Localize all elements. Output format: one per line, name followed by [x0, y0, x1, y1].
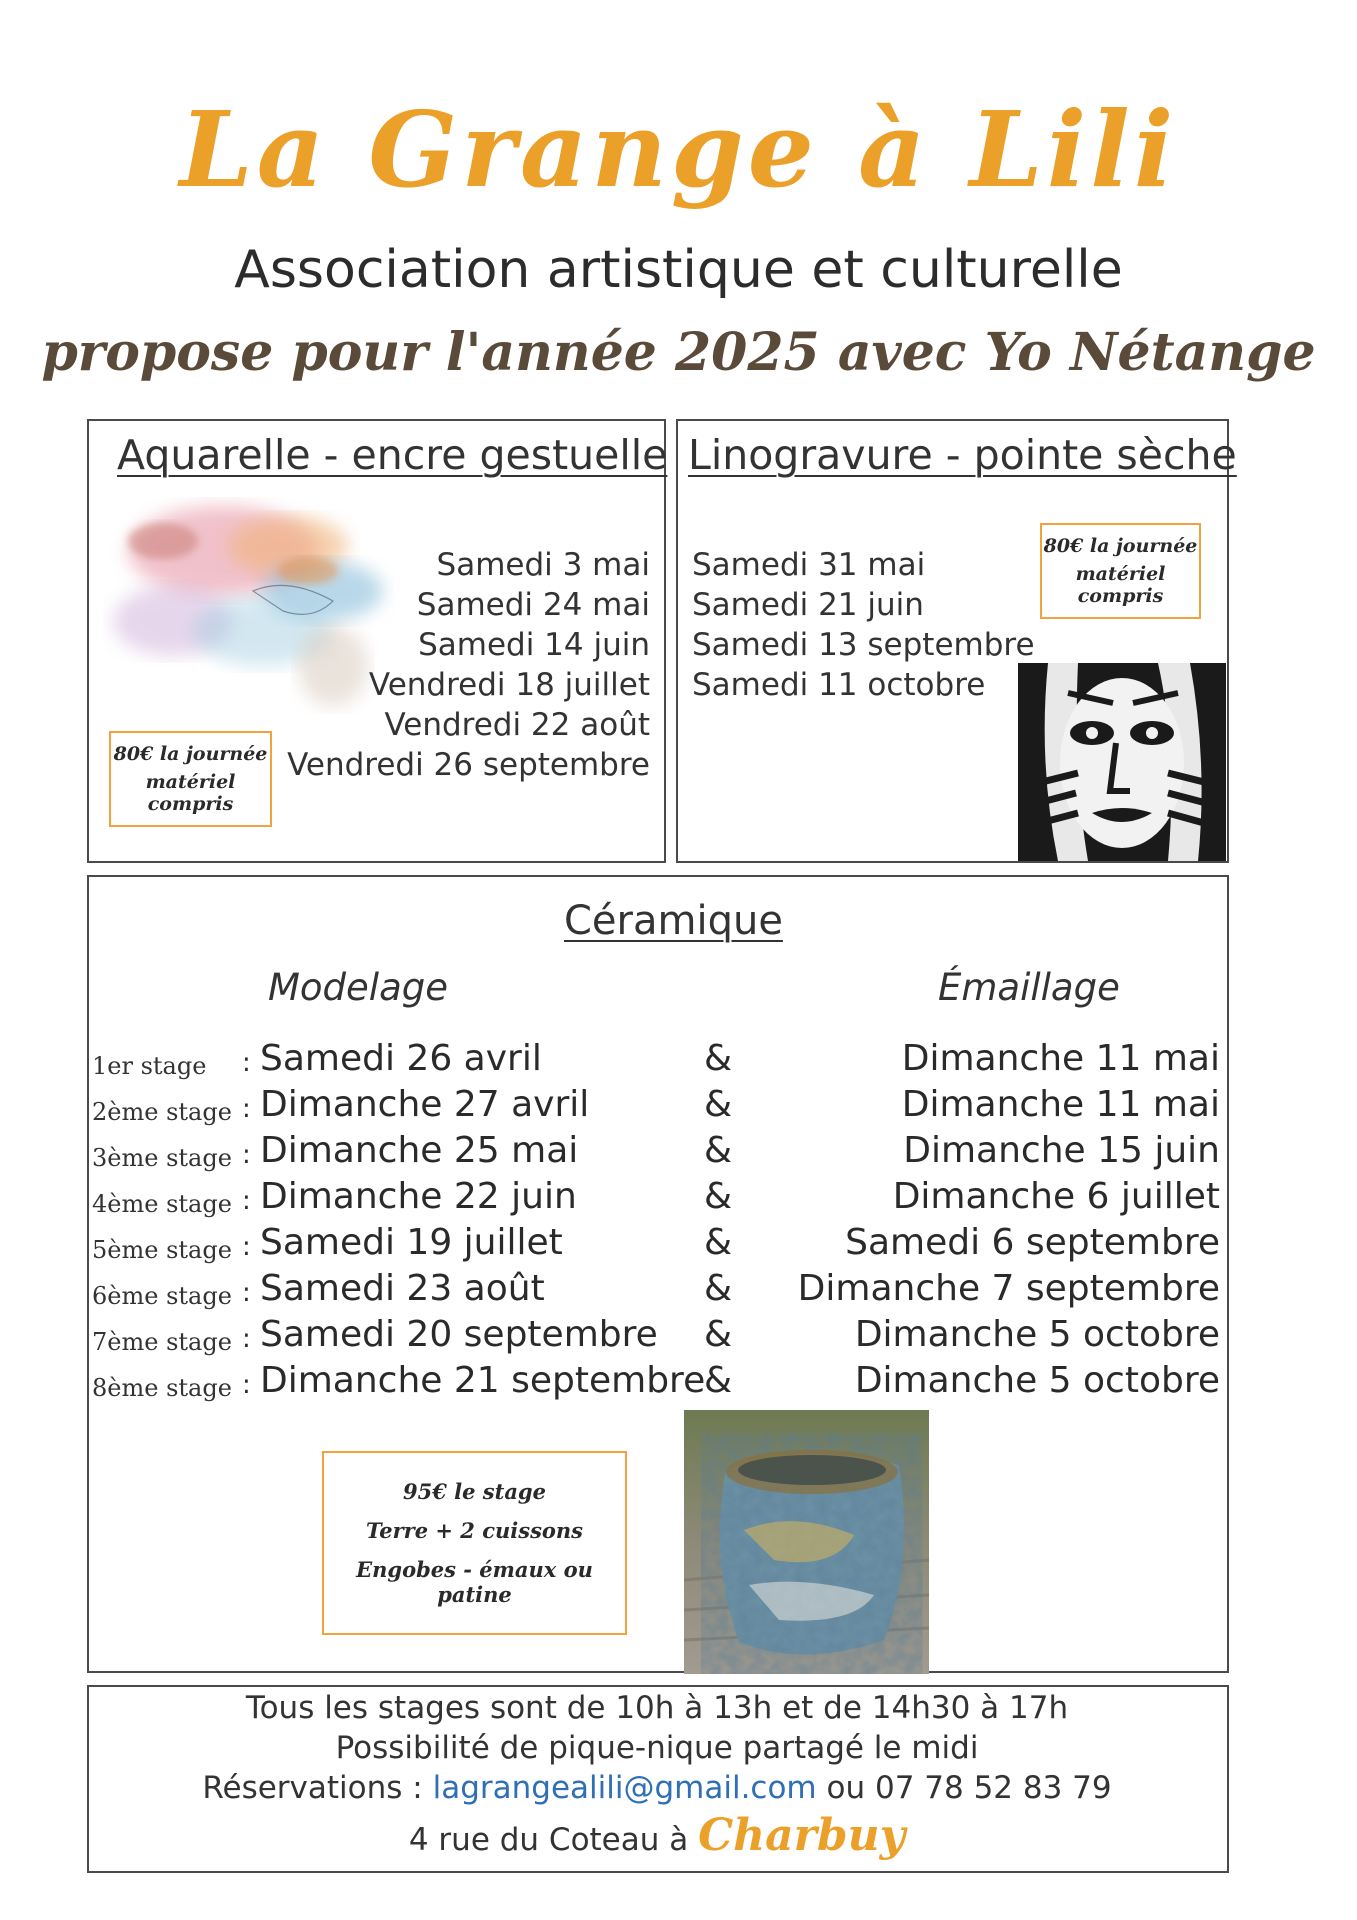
- page-subtitle: Association artistique et culturelle: [234, 240, 1123, 300]
- modelage-date: Dimanche 25 mai: [260, 1130, 579, 1171]
- modelage-date: Samedi 26 avril: [260, 1038, 542, 1079]
- modelage-date: Dimanche 22 juin: [260, 1176, 577, 1217]
- town-name: Charbuy: [698, 1810, 906, 1861]
- emaillage-date: Samedi 6 septembre: [845, 1222, 1220, 1263]
- aquarelle-dates: [287, 545, 650, 785]
- page-tagline: propose pour l'année 2025 avec Yo Nétange: [41, 322, 1316, 383]
- modelage-date: Samedi 23 août: [260, 1268, 545, 1309]
- stage-label: 4ème stage: [92, 1190, 232, 1218]
- price-line: 95€ le stage: [403, 1479, 546, 1504]
- ceramic-bowl-photo: [684, 1410, 929, 1674]
- emaillage-date: Dimanche 11 mai: [901, 1038, 1220, 1079]
- linocut-face-illustration: [1018, 663, 1226, 861]
- linogravure-date: Samedi 21 juin: [692, 587, 924, 623]
- footer-address: [88, 1810, 1226, 1861]
- linogravure-date: Samedi 11 octobre: [692, 667, 986, 703]
- stage-label: 1er stage: [92, 1052, 207, 1080]
- linogravure-date: Samedi 31 mai: [692, 547, 926, 583]
- linogravure-title: Linogravure - pointe sèche: [688, 431, 1237, 479]
- emaillage-heading: Émaillage: [938, 966, 1120, 1009]
- ceramique-price-box: [322, 1451, 627, 1635]
- price-line: Terre + 2 cuissons: [366, 1518, 583, 1543]
- aquarelle-price-box: [109, 731, 272, 827]
- stage-label: 6ème stage: [92, 1282, 232, 1310]
- ceramique-title: Céramique: [564, 898, 783, 944]
- phone-number: ou 07 78 52 83 79: [826, 1770, 1112, 1806]
- stage-colon: :: [242, 1048, 251, 1078]
- linogravure-box: [676, 419, 1237, 863]
- stage-colon: :: [242, 1324, 251, 1354]
- ampersand: &: [704, 1176, 733, 1217]
- linogravure-date: Samedi 13 septembre: [692, 627, 1035, 663]
- stage-label: 5ème stage: [92, 1236, 232, 1264]
- emaillage-date: Dimanche 7 septembre: [797, 1268, 1220, 1309]
- stage-row: [92, 1176, 1220, 1222]
- aquarelle-date: Vendredi 18 juillet: [368, 667, 650, 703]
- emaillage-date: Dimanche 5 octobre: [854, 1314, 1220, 1355]
- stage-label: 2ème stage: [92, 1098, 232, 1126]
- ampersand: &: [704, 1360, 733, 1401]
- modelage-date: Samedi 19 juillet: [260, 1222, 563, 1263]
- aquarelle-date: Samedi 14 juin: [418, 627, 650, 663]
- stage-row: [92, 1130, 1220, 1176]
- price-line: Engobes - émaux ou patine: [356, 1557, 593, 1607]
- stage-colon: :: [242, 1094, 251, 1124]
- emaillage-date: Dimanche 6 juillet: [892, 1176, 1220, 1217]
- email-link[interactable]: lagrangealili@gmail.com: [432, 1770, 817, 1806]
- stage-row: [92, 1314, 1220, 1360]
- address-text: 4 rue du Coteau à: [408, 1822, 689, 1858]
- ampersand: &: [704, 1268, 733, 1309]
- page-title: La Grange à Lili: [179, 88, 1178, 211]
- linogravure-dates: [692, 545, 1035, 705]
- stage-row: [92, 1038, 1220, 1084]
- aquarelle-box: [87, 419, 666, 863]
- price-line: matériel compris: [1075, 563, 1166, 607]
- stage-colon: :: [242, 1370, 251, 1400]
- linogravure-price-box: [1040, 523, 1201, 619]
- ampersand: &: [704, 1314, 733, 1355]
- modelage-date: Samedi 20 septembre: [260, 1314, 658, 1355]
- emaillage-date: Dimanche 11 mai: [901, 1084, 1220, 1125]
- footer-reservations: [88, 1770, 1226, 1806]
- ampersand: &: [704, 1038, 733, 1079]
- emaillage-date: Dimanche 15 juin: [903, 1130, 1220, 1171]
- stage-colon: :: [242, 1232, 251, 1262]
- stage-colon: :: [242, 1278, 251, 1308]
- price-line: 80€ la journée: [1043, 535, 1198, 557]
- stage-label: 7ème stage: [92, 1328, 232, 1356]
- footer-hours: Tous les stages sont de 10h à 13h et de 14h30 à 17h: [245, 1690, 1069, 1726]
- footer-picnic: Possibilité de pique-nique partagé le midi: [335, 1730, 979, 1766]
- stage-row: [92, 1268, 1220, 1314]
- aquarelle-date: Samedi 24 mai: [416, 587, 650, 623]
- stage-row: [92, 1084, 1220, 1130]
- ampersand: &: [704, 1130, 733, 1171]
- aquarelle-date: Samedi 3 mai: [436, 547, 650, 583]
- stage-row: [92, 1222, 1220, 1268]
- stage-label: 3ème stage: [92, 1144, 232, 1172]
- stage-colon: :: [242, 1186, 251, 1216]
- aquarelle-date: Vendredi 26 septembre: [287, 747, 650, 783]
- emaillage-date: Dimanche 5 octobre: [854, 1360, 1220, 1401]
- modelage-date: Dimanche 27 avril: [260, 1084, 590, 1125]
- stage-label: 8ème stage: [92, 1374, 232, 1402]
- ampersand: &: [704, 1084, 733, 1125]
- price-line: 80€ la journée: [113, 743, 268, 765]
- stage-colon: :: [242, 1140, 251, 1170]
- aquarelle-title: Aquarelle - encre gestuelle: [117, 431, 668, 479]
- modelage-date: Dimanche 21 septembre: [260, 1360, 706, 1401]
- aquarelle-date: Vendredi 22 août: [384, 707, 650, 743]
- reservations-label: Réservations :: [202, 1770, 423, 1806]
- price-line: matériel compris: [145, 771, 236, 815]
- modelage-heading: Modelage: [268, 966, 449, 1009]
- ampersand: &: [704, 1222, 733, 1263]
- stage-row: [92, 1360, 1220, 1406]
